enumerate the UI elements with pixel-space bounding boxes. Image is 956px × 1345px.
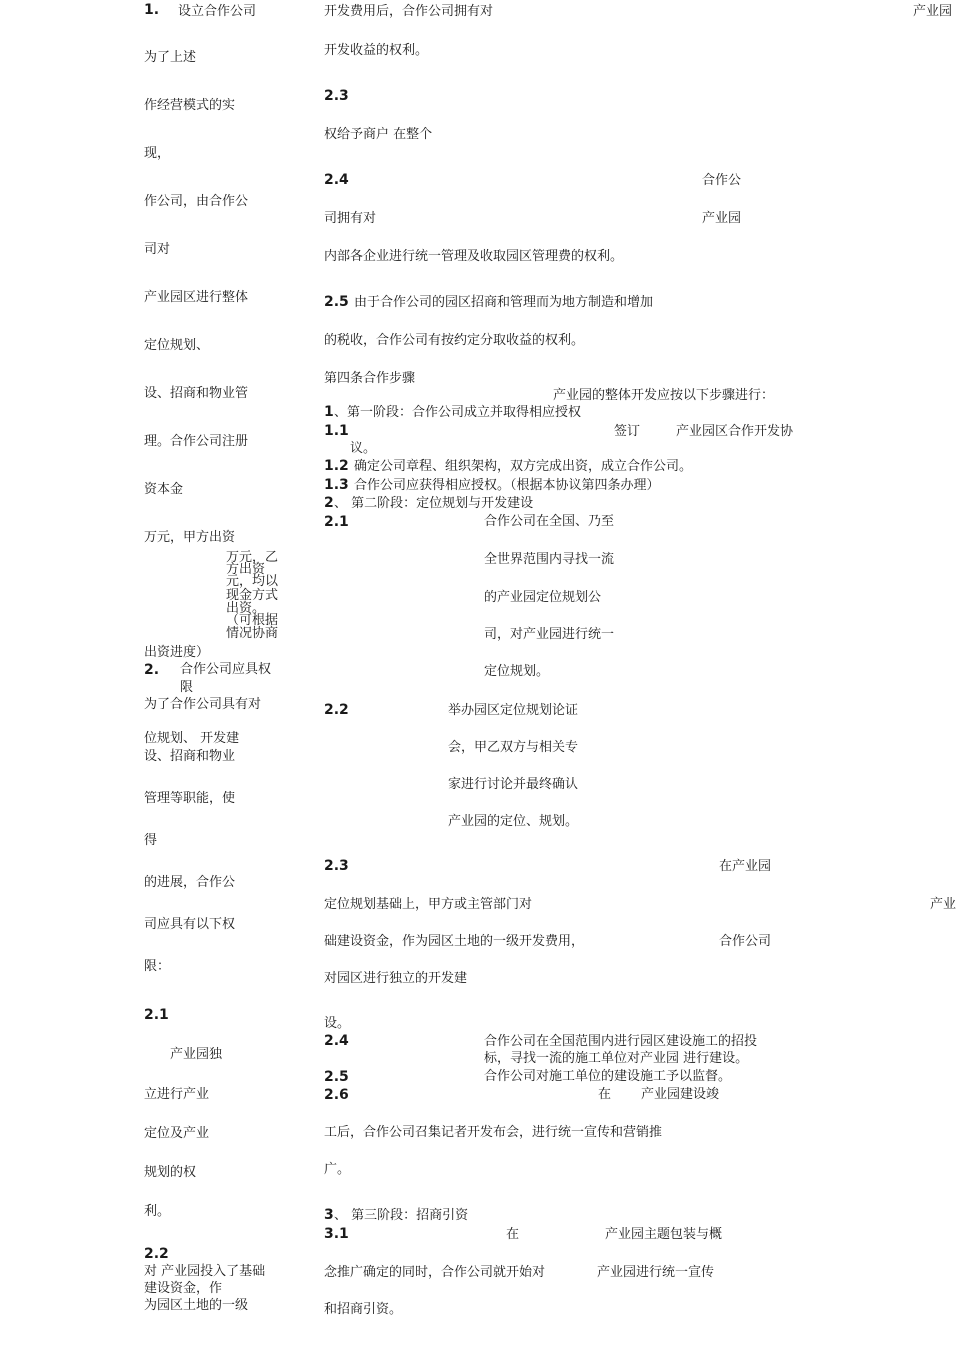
right-line: 础建设资金，作为园区土地的一级开发费用， (324, 934, 585, 949)
step-1-1-number: 1.1 (324, 423, 349, 439)
left-line: 限： (144, 959, 171, 974)
right-line: 对园区进行独立的开发建 (324, 971, 468, 986)
right-line: 举办园区定位规划论证 (448, 703, 579, 718)
section-2-5-number: 2.5 (324, 294, 349, 310)
left-line: 万元，甲方出资 (144, 530, 236, 545)
step-1-2-number: 1.2 (324, 458, 349, 474)
left-line: 现金方式 (226, 588, 279, 603)
left-line: 现， (144, 146, 171, 161)
right-line: 标，寻找一流的施工单位对产业园 进行建设。 (484, 1051, 749, 1066)
right-line: 产业园的整体开发应按以下步骤进行： (553, 388, 775, 403)
left-line: 对 产业园投入了基础 (144, 1264, 266, 1279)
left-line: 元，均以 (226, 574, 279, 589)
right-line: 定位规划。 (484, 664, 550, 679)
right-line: 念推广确定的同时，合作公司就开始对 (324, 1265, 546, 1280)
right-line: 合作公司 (719, 934, 772, 949)
step-2-3-number: 2.3 (324, 858, 349, 874)
right-line: 广。 (324, 1162, 351, 1177)
left-line: 为了合作公司具有对 (144, 697, 262, 712)
right-line: 在产业园 (719, 859, 772, 874)
right-line: 产业 (930, 897, 956, 912)
right-line: 内部各企业进行统一管理及收取园区管理费的权利。 (324, 249, 624, 264)
right-line: 签订 (614, 424, 641, 439)
right-line: 由于合作公司的园区招商和管理而为地方制造和增加 (354, 295, 654, 310)
left-line: （可根据 (226, 613, 279, 628)
right-line: 全世界范围内寻找一流 (484, 552, 615, 567)
right-line: 的税收，合作公司有按约定分取收益的权利。 (324, 333, 585, 348)
right-line: 合作公司在全国范围内进行园区建设施工的招投 (484, 1034, 758, 1049)
right-line: 设。 (324, 1016, 351, 1031)
phase-2-number: 2 (324, 495, 334, 511)
article-4-title: 第四条合作步骤 (324, 371, 416, 386)
left-line: 出资。 (226, 601, 266, 616)
right-line: 司拥有对 (324, 211, 377, 226)
left-line: 资本金 (144, 482, 184, 497)
phase-1-number: 1 (324, 404, 334, 420)
step-2-5-number: 2.5 (324, 1069, 349, 1085)
right-line: 定位规划基础上，甲方或主管部门对 (324, 897, 533, 912)
section-2-1-number: 2.1 (144, 1007, 169, 1023)
section-2-number: 2. (144, 662, 160, 678)
right-line: 合作公司应获得相应授权。（根据本协议第四条办理） (354, 478, 660, 493)
right-line: 产业园区合作开发协 (676, 424, 794, 439)
left-line: 产业园独 (170, 1047, 223, 1062)
left-line: 作公司，由合作公 (144, 194, 249, 209)
left-line: 设、招商和物业 (144, 749, 236, 764)
left-line: 立进行产业 (144, 1087, 210, 1102)
left-line: 管理等职能，使 (144, 791, 236, 806)
left-line: 情况协商 (226, 626, 279, 641)
right-line: 开发费用后，合作公司拥有对 (324, 4, 494, 19)
left-line: 得 (144, 833, 158, 848)
right-line: 产业园建设竣 (641, 1087, 720, 1102)
right-line: 家进行讨论并最终确认 (448, 777, 579, 792)
step-1-3-number: 1.3 (324, 477, 349, 493)
right-line: 产业园的定位、规划。 (448, 814, 579, 829)
left-line: 的进展，合作公 (144, 875, 236, 890)
right-line: 司，对产业园进行统一 (484, 627, 615, 642)
step-2-1-number: 2.1 (324, 514, 349, 530)
section-2-2-number: 2.2 (144, 1246, 169, 1262)
right-line: 和招商引资。 (324, 1302, 403, 1317)
left-line: 作经营模式的实 (144, 98, 236, 113)
left-line: 出资进度） (144, 645, 210, 660)
right-line: 开发收益的权利。 (324, 43, 429, 58)
left-line: 定位规划、 (144, 338, 210, 353)
right-line: 产业园进行统一宣传 (597, 1265, 715, 1280)
section-2-4-number: 2.4 (324, 172, 349, 188)
left-line: 为了上述 (144, 50, 197, 65)
right-line: 合作公 (702, 173, 742, 188)
left-line: 司应具有以下权 (144, 917, 236, 932)
section-2-title: 限 (180, 680, 194, 695)
left-line: 定位及产业 (144, 1126, 210, 1141)
section-1-title: 设立合作公司 (178, 4, 257, 19)
phase-3-number: 3 (324, 1207, 334, 1223)
phase-1-title: 、第一阶段：合作公司成立并取得相应授权 (334, 405, 582, 420)
phase-3-title: 、 第三阶段：招商引资 (334, 1208, 469, 1223)
right-line: 产业园主题包装与概 (605, 1227, 723, 1242)
left-line: 理。合作公司注册 (144, 434, 249, 449)
left-line: 规划的权 (144, 1165, 197, 1180)
step-2-2-number: 2.2 (324, 702, 349, 718)
left-line: 司对 (144, 242, 171, 257)
right-line: 产业园 (702, 211, 742, 226)
section-2-3-number: 2.3 (324, 88, 349, 104)
right-line: 合作公司对施工单位的建设施工予以监督。 (484, 1069, 732, 1084)
left-line: 为园区土地的一级 (144, 1298, 249, 1313)
left-line: 建设资金，作 (144, 1281, 223, 1296)
step-2-6-number: 2.6 (324, 1087, 349, 1103)
step-3-1-number: 3.1 (324, 1226, 349, 1242)
section-1-number: 1. (144, 2, 160, 18)
right-line: 工后，合作公司召集记者开发布会，进行统一宣传和营销推 (324, 1125, 663, 1140)
left-line: 设、招商和物业管 (144, 386, 249, 401)
right-line: 产业园 (913, 4, 953, 19)
left-line: 产业园区进行整体 (144, 290, 249, 305)
section-2-title: 合作公司应具权 (180, 662, 272, 677)
left-line: 万元，乙 (226, 550, 279, 565)
left-line: 位规划、 开发建 (144, 731, 240, 746)
left-line: 方出资 (226, 562, 266, 577)
right-line: 在 (598, 1087, 612, 1102)
step-2-4-number: 2.4 (324, 1033, 349, 1049)
right-line: 会，甲乙双方与相关专 (448, 740, 579, 755)
right-line: 议。 (350, 441, 377, 456)
left-line: 利。 (144, 1204, 171, 1219)
right-line: 确定公司章程、组织架构，双方完成出资，成立合作公司。 (354, 459, 693, 474)
right-line: 的产业园定位规划公 (484, 590, 602, 605)
right-line: 在 (506, 1227, 520, 1242)
right-line: 合作公司在全国、乃至 (484, 514, 615, 529)
right-line: 权给予商户 在整个 (324, 127, 433, 142)
phase-2-title: 、 第二阶段：定位规划与开发建设 (334, 496, 534, 511)
